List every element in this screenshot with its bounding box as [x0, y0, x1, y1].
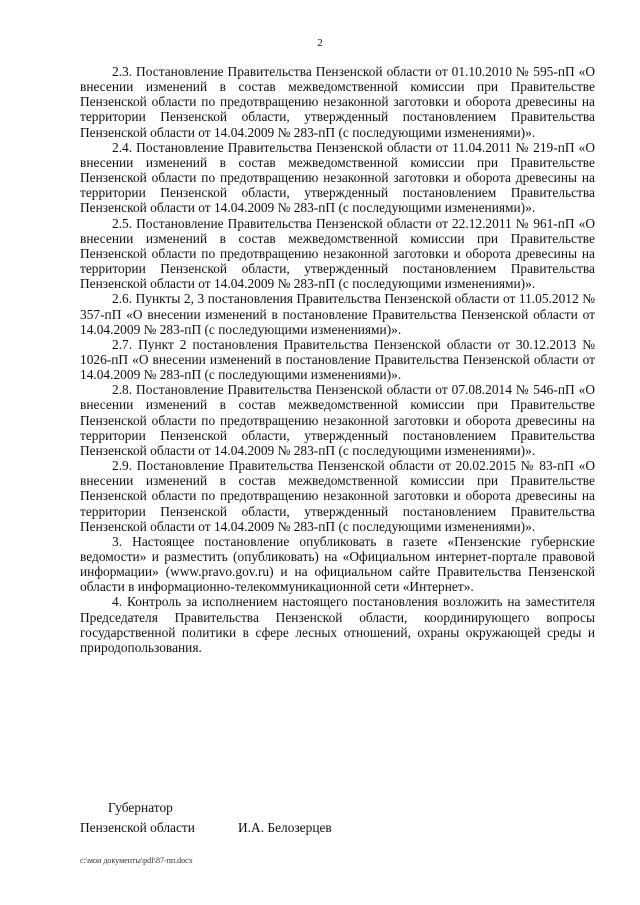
signature-name: И.А. Белозерцев	[238, 820, 332, 835]
signature-row	[80, 818, 380, 838]
page-number: 2	[317, 37, 323, 49]
paragraph-2-7: 2.7. Пункт 2 постановления Правительства Пензенской области от 30.12.2013 № 1026-пП «О внесении изменений в постановление Правительства Пензенской области от 14.04.2009 № 283-пП (с последующими изменениями)».	[80, 336, 595, 383]
paragraph-2-5: 2.5. Постановление Правительства Пензенской области от 22.12.2011 № 961-пП «О внесении изменений в состав межведомственной комиссии при Правительстве Пензенской области по предотвращению незаконной заготовки и оборота древесины на территории Пензенской области, утвержденный постановлением Правительства Пензенской области от 14.04.2009 № 283-пП (с последующими изменениями)».	[80, 215, 595, 292]
paragraph-2-3: 2.3. Постановление Правительства Пензенской области от 01.10.2010 № 595-пП «О внесении изменений в состав межведомственной комиссии при Правительстве Пензенской области по предотвращению незаконной заготовки и оборота древесины на территории Пензенской области, утвержденный постановлением Правительства Пензенской области от 14.04.2009 № 283-пП (с последующими изменениями)».	[80, 64, 595, 140]
paragraph-2-9: 2.9. Постановление Правительства Пензенской области от 20.02.2015 № 83-пП «О внесении изменений в состав межведомственной комиссии при Правительстве Пензенской области по предотвращению незаконной заготовки и оборота древесины на территории Пензенской области, утвержденный постановлением Правительства Пензенской области от 14.04.2009 № 283-пП (с последующими изменениями)».	[80, 458, 595, 534]
paragraph-3: 3. Настоящее постановление опубликовать в газете «Пензенские губернские ведомости» и разместить (опубликовать) на «Официальном интернет-портале правовой информации» (www.pravo.gov.ru) и на официальном сайте Правительства Пензенской области в информационно-телекоммуникационной сети «Интернет».	[80, 533, 595, 595]
signature-block	[80, 798, 380, 838]
paragraph-2-4: 2.4. Постановление Правительства Пензенской области от 11.04.2011 № 219-пП «О внесении изменений в состав межведомственной комиссии при Правительстве Пензенской области по предотвращению незаконной заготовки и оборота древесины на территории Пензенской области, утвержденный постановлением Правительства Пензенской области от 14.04.2009 № 283-пП (с последующими изменениями)».	[80, 139, 595, 216]
signature-title-line1: Губернатор	[108, 800, 173, 815]
signature-title-line2: Пензенской области	[80, 820, 195, 835]
file-path-footer: c:\мои документы\pdf\87-пп.docx	[80, 856, 193, 865]
paragraph-2-8: 2.8. Постановление Правительства Пензенской области от 07.08.2014 № 546-пП «О внесении изменений в состав межведомственной комиссии при Правительстве Пензенской области по предотвращению незаконной заготовки и оборота древесины на территории Пензенской области, утвержденный постановлением Правительства Пензенской области от 14.04.2009 № 283-пП (с последующими изменениями)».	[80, 382, 595, 458]
document-body	[80, 64, 595, 655]
paragraph-2-6: 2.6. Пункты 2, 3 постановления Правительства Пензенской области от 11.05.2012 № 357-пП «О внесении изменений в постановление Правительства Пензенской области от 14.04.2009 № 283-пП (с последующими изменениями)».	[80, 291, 595, 337]
paragraph-4: 4. Контроль за исполнением настоящего постановления возложить на заместителя Председателя Правительства Пензенской области, координирующего вопросы государственной политики в сфере лесных отношений, охраны окружающей среды и природопользования.	[80, 594, 595, 655]
